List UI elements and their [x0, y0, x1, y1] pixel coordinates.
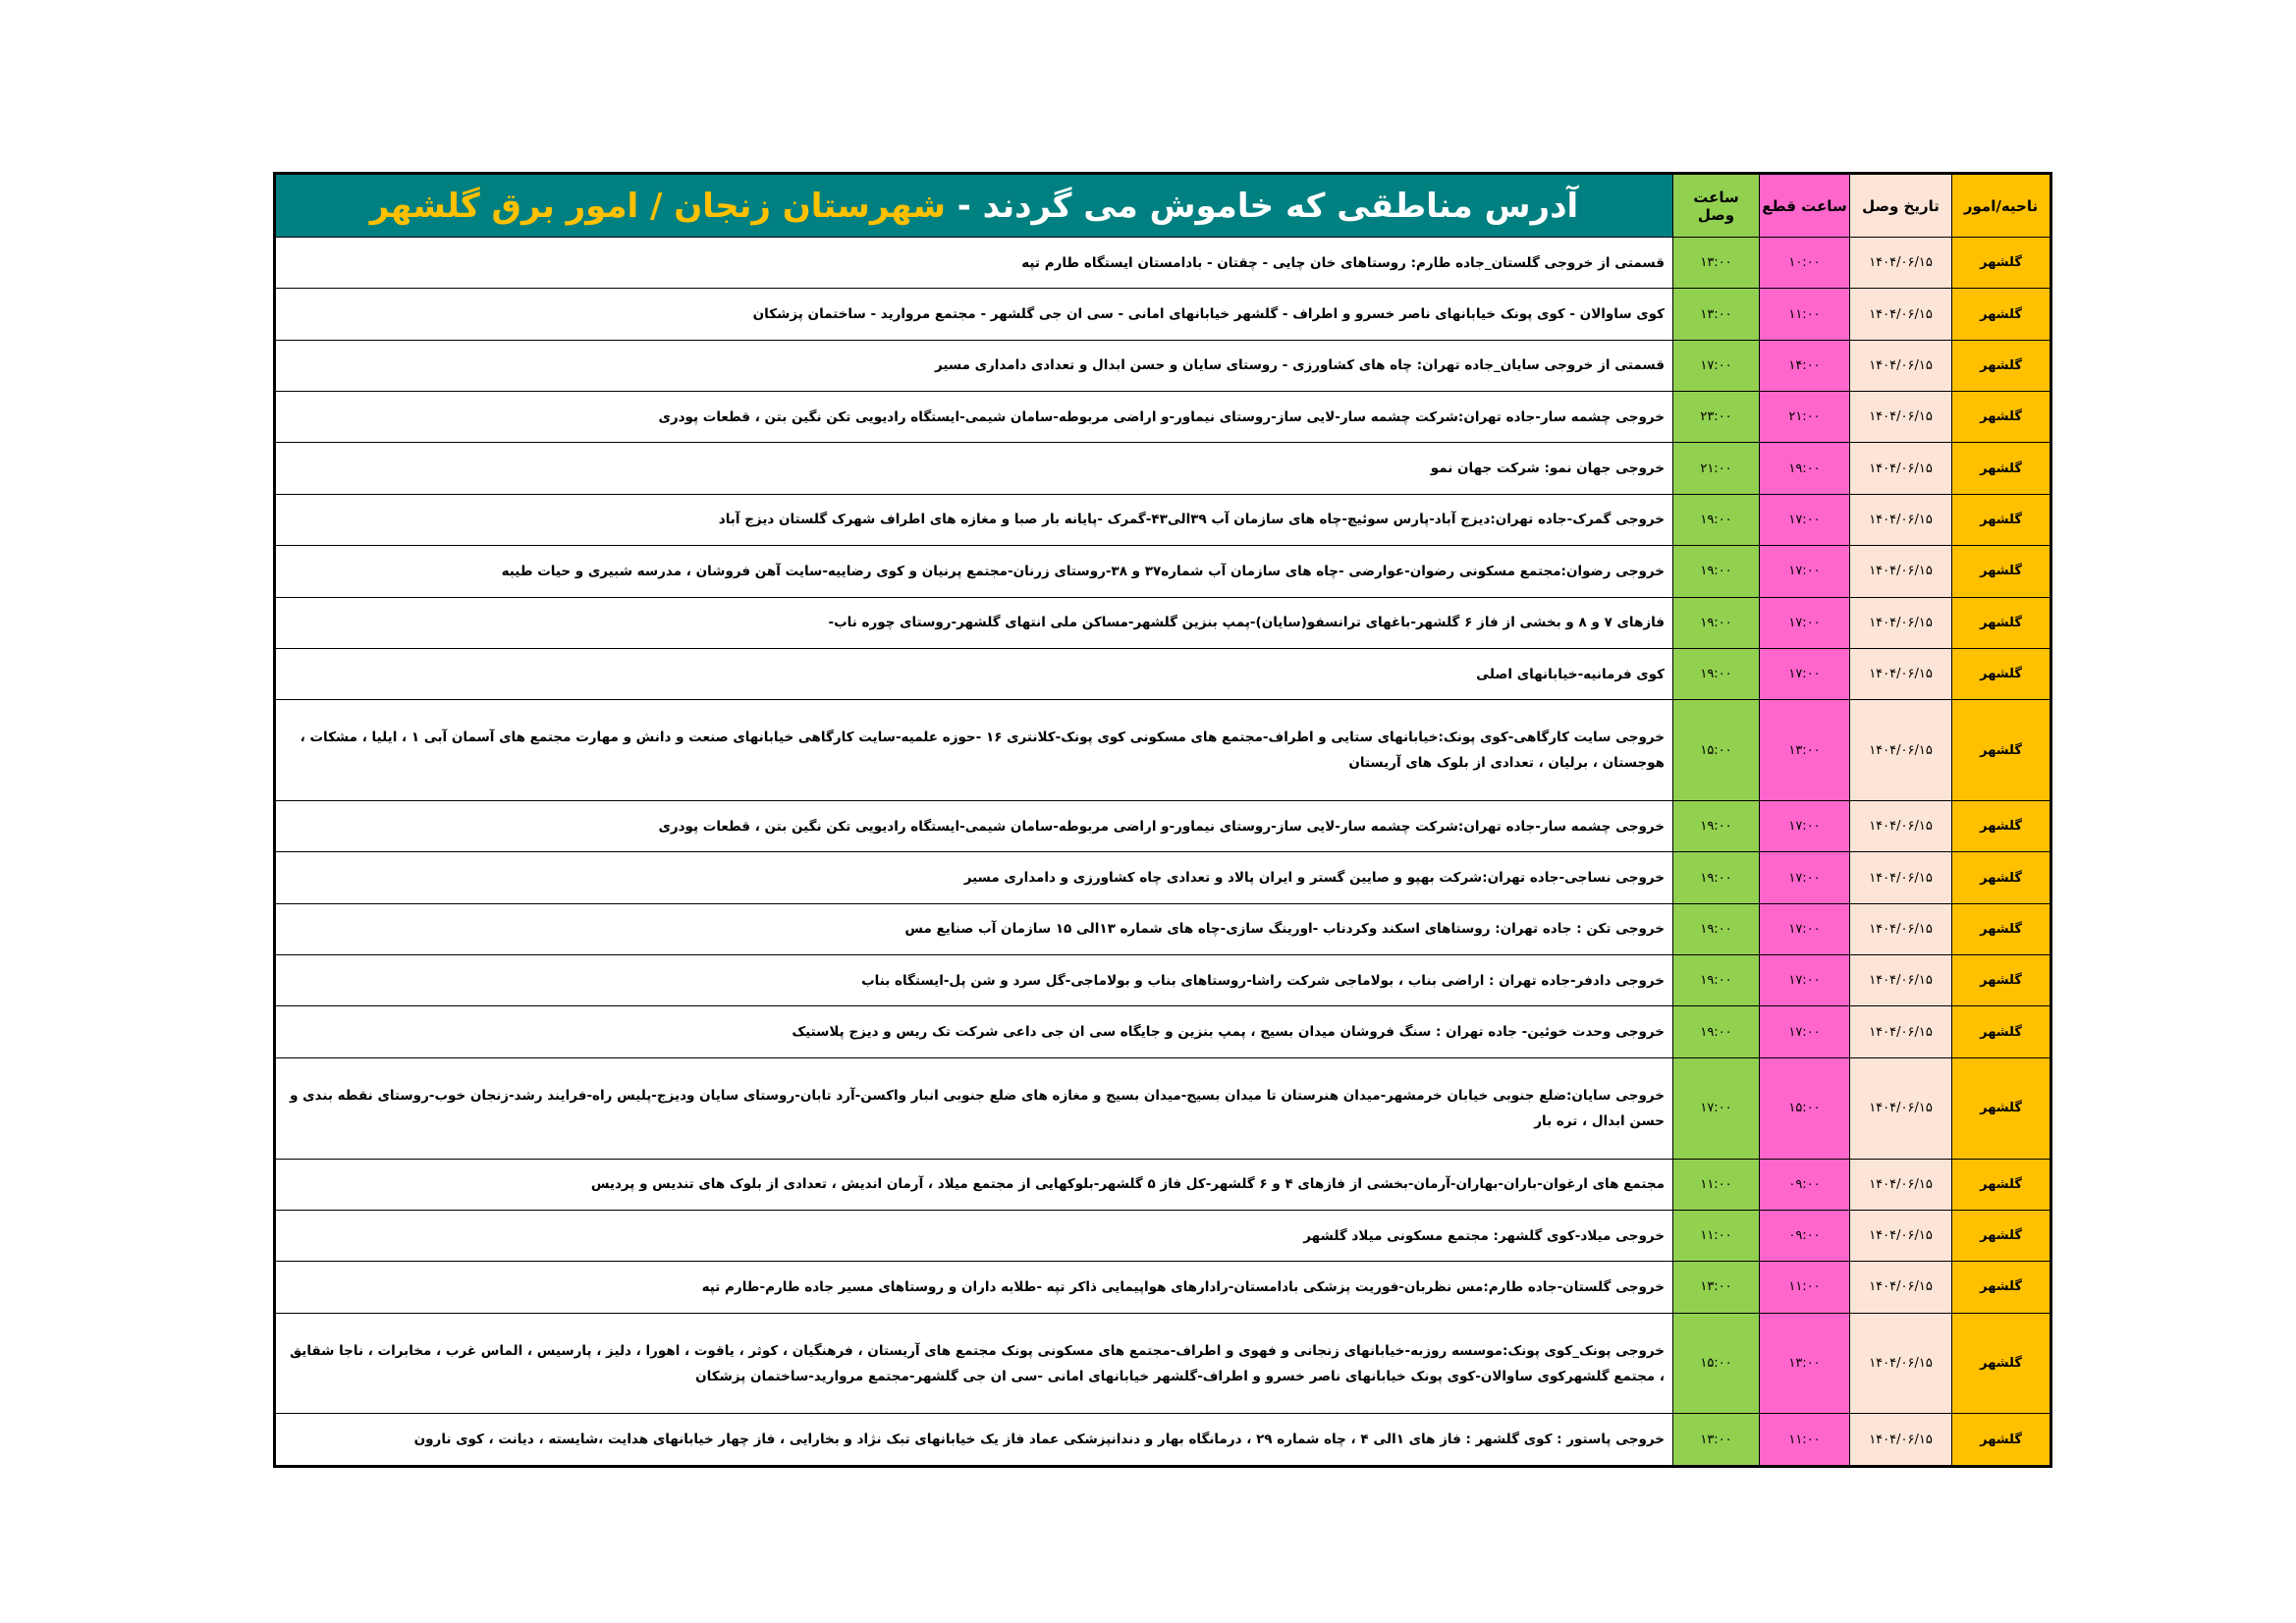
- cell-date: ۱۴۰۴/۰۶/۱۵: [1850, 700, 1952, 801]
- table-row: [276, 700, 2050, 801]
- cell-cut-time: ۱۷:۰۰: [1760, 955, 1850, 1006]
- cell-date: ۱۴۰۴/۰۶/۱۵: [1850, 238, 1952, 289]
- cell-connect-time: ۱۹:۰۰: [1673, 597, 1760, 648]
- table-row: [276, 1313, 2050, 1414]
- cell-area: گلشهر: [1952, 597, 2050, 648]
- cell-cut-time: ۱۷:۰۰: [1760, 494, 1850, 545]
- cell-cut-time: ۱۳:۰۰: [1760, 1313, 1850, 1414]
- table-row: [276, 801, 2050, 852]
- cell-connect-time: ۲۱:۰۰: [1673, 443, 1760, 494]
- table-row: [276, 597, 2050, 648]
- cell-area: گلشهر: [1952, 801, 2050, 852]
- cell-date: ۱۴۰۴/۰۶/۱۵: [1850, 289, 1952, 340]
- cell-cut-time: ۱۷:۰۰: [1760, 801, 1850, 852]
- cell-cut-time: ۱۷:۰۰: [1760, 852, 1850, 903]
- cell-date: ۱۴۰۴/۰۶/۱۵: [1850, 903, 1952, 954]
- cell-date: ۱۴۰۴/۰۶/۱۵: [1850, 546, 1952, 597]
- cell-area: گلشهر: [1952, 852, 2050, 903]
- cell-connect-time: ۱۱:۰۰: [1673, 1159, 1760, 1210]
- cell-cut-time: ۱۵:۰۰: [1760, 1057, 1850, 1159]
- cell-address: قسمتی از خروجی سایان_جاده تهران: چاه های کشاورزی - روستای سایان و حسن ابدال و تعدادی دامداری مسیر: [276, 340, 1673, 391]
- table-row: [276, 903, 2050, 954]
- cell-cut-time: ۱۱:۰۰: [1760, 289, 1850, 340]
- cell-area: گلشهر: [1952, 1414, 2050, 1466]
- cell-area: گلشهر: [1952, 1262, 2050, 1313]
- cell-cut-time: ۱۷:۰۰: [1760, 1006, 1850, 1057]
- outage-table: [275, 174, 2050, 1466]
- cell-area: گلشهر: [1952, 494, 2050, 545]
- cell-connect-time: ۱۱:۰۰: [1673, 1210, 1760, 1261]
- cell-connect-time: ۱۷:۰۰: [1673, 1057, 1760, 1159]
- title-part1: آدرس مناطقی که خاموش می گردند -: [945, 186, 1579, 226]
- cell-cut-time: ۱۰:۰۰: [1760, 238, 1850, 289]
- cell-address: خروجی سایان:ضلع جنوبی خیابان خرمشهر-میدان هنرستان تا میدان بسیج-میدان بسیج و مغازه های ضلع جنوبی انبار واکسن-آرد تابان-روستای سایان ودیزج-پلیس راه-فرایند رشد-زنجان خوب-روستای نقطه بندی و حسن ابدال ، تره بار: [276, 1057, 1673, 1159]
- cell-area: گلشهر: [1952, 392, 2050, 443]
- table-row: [276, 1006, 2050, 1057]
- table-row: [276, 289, 2050, 340]
- cell-cut-time: ۱۷:۰۰: [1760, 903, 1850, 954]
- cell-area: گلشهر: [1952, 1313, 2050, 1414]
- cell-connect-time: ۱۳:۰۰: [1673, 1262, 1760, 1313]
- cell-date: ۱۴۰۴/۰۶/۱۵: [1850, 1057, 1952, 1159]
- cell-address: خروجی چشمه سار-جاده تهران:شرکت چشمه سار-لایی ساز-روستای نیماور-و اراضی مربوطه-سامان شیمی-ایستگاه رادیویی تکن نگین بتن ، قطعات پودری: [276, 392, 1673, 443]
- cell-cut-time: ۱۷:۰۰: [1760, 597, 1850, 648]
- cell-address: خروجی پاستور : کوی گلشهر : فاز های ۱الی ۴ ، چاه شماره ۲۹ ، درمانگاه بهار و دندانپزشکی عماد فاز یک خیابانهای تبک نژاد و بخارایی ، فاز چهار خیابانهای هدایت ،شایسته ، دیانت ، کوی نارون: [276, 1414, 1673, 1466]
- cell-connect-time: ۱۹:۰۰: [1673, 648, 1760, 699]
- cell-area: گلشهر: [1952, 546, 2050, 597]
- cell-date: ۱۴۰۴/۰۶/۱۵: [1850, 340, 1952, 391]
- title-part2: شهرستان زنجان / امور برق گلشهر: [369, 186, 946, 226]
- cell-address: خروجی پونک_کوی پونک:موسسه روزبه-خیابانهای زنجانی و فهوی و اطراف-مجتمع های مسکونی پونک مجتمع های آریستان ، فرهنگیان ، کوثر ، یاقوت ، اهورا ، دلیز ، پارسیس ، الماس غرب ، مخابرات ، ناجا شقایق ، مجتمع گلشهرکوی ساوالان-کوی پونک خیابانهای ناصر خسرو و اطراف-گلشهر خیابانهای امانی -سی ان جی گلشهر-مجتمع مروارید-ساختمان پزشکان: [276, 1313, 1673, 1414]
- cell-address: کوی ساوالان - کوی پونک خیابانهای ناصر خسرو و اطراف - گلشهر خیابانهای امانی - سی ان جی گلشهر - مجتمع مروارید - ساختمان پزشکان: [276, 289, 1673, 340]
- cell-area: گلشهر: [1952, 903, 2050, 954]
- table-row: [276, 1057, 2050, 1159]
- cell-address: فازهای ۷ و ۸ و بخشی از فاز ۶ گلشهر-باغهای ترانسفو(سایان)-پمپ بنزین گلشهر-مساکن ملی انتهای گلشهر-روستای چوره ناب-: [276, 597, 1673, 648]
- cell-area: گلشهر: [1952, 443, 2050, 494]
- table-title: [276, 175, 1673, 238]
- table-row: [276, 546, 2050, 597]
- cell-connect-time: ۱۹:۰۰: [1673, 1006, 1760, 1057]
- cell-cut-time: ۲۱:۰۰: [1760, 392, 1850, 443]
- header-row: [276, 175, 2050, 238]
- cell-date: ۱۴۰۴/۰۶/۱۵: [1850, 1262, 1952, 1313]
- cell-date: ۱۴۰۴/۰۶/۱۵: [1850, 852, 1952, 903]
- cell-address: خروجی نساجی-جاده تهران:شرکت بهپو و صایین گستر و ایران پالاد و تعدادی چاه کشاورزی و دامداری مسیر: [276, 852, 1673, 903]
- cell-date: ۱۴۰۴/۰۶/۱۵: [1850, 1210, 1952, 1261]
- cell-connect-time: ۱۳:۰۰: [1673, 289, 1760, 340]
- cell-connect-time: ۱۵:۰۰: [1673, 1313, 1760, 1414]
- cell-address: کوی فرمانیه-خیابانهای اصلی: [276, 648, 1673, 699]
- cell-cut-time: ۰۹:۰۰: [1760, 1210, 1850, 1261]
- table-row: [276, 1159, 2050, 1210]
- table-row: [276, 1210, 2050, 1261]
- cell-address: خروجی وحدت خوئین- جاده تهران : سنگ فروشان میدان بسیج ، پمپ بنزین و جایگاه سی ان جی داعی شرکت تک ریس و دیزج پلاستیک: [276, 1006, 1673, 1057]
- col-header-date: تاریخ وصل: [1850, 175, 1952, 238]
- cell-address: خروجی میلاد-کوی گلشهر: مجتمع مسکونی میلاد گلشهر: [276, 1210, 1673, 1261]
- table-row: [276, 392, 2050, 443]
- cell-cut-time: ۱۷:۰۰: [1760, 648, 1850, 699]
- cell-cut-time: ۱۷:۰۰: [1760, 546, 1850, 597]
- cell-connect-time: ۱۳:۰۰: [1673, 1414, 1760, 1466]
- table-row: [276, 852, 2050, 903]
- cell-connect-time: ۱۹:۰۰: [1673, 852, 1760, 903]
- cell-cut-time: ۱۳:۰۰: [1760, 700, 1850, 801]
- outage-schedule-sheet: [273, 172, 2052, 1468]
- cell-cut-time: ۱۱:۰۰: [1760, 1414, 1850, 1466]
- cell-date: ۱۴۰۴/۰۶/۱۵: [1850, 494, 1952, 545]
- cell-connect-time: ۱۹:۰۰: [1673, 494, 1760, 545]
- cell-address: خروجی جهان نمو: شرکت جهان نمو: [276, 443, 1673, 494]
- table-row: [276, 238, 2050, 289]
- cell-area: گلشهر: [1952, 289, 2050, 340]
- cell-address: قسمتی از خروجی گلستان_جاده طارم: روستاهای خان چایی - چقتان - بادامستان ایستگاه طارم تپه: [276, 238, 1673, 289]
- table-body: [276, 238, 2050, 1466]
- table-row: [276, 648, 2050, 699]
- cell-connect-time: ۱۹:۰۰: [1673, 903, 1760, 954]
- table-row: [276, 955, 2050, 1006]
- table-row: [276, 1414, 2050, 1466]
- cell-address: خروجی گلستان-جاده طارم:مس نظربان-فوریت پزشکی بادامستان-رادارهای هواپیمایی ذاکر تپه -طلابه داران و روستاهای مسیر جاده طارم-طارم تپه: [276, 1262, 1673, 1313]
- cell-address: خروجی چشمه سار-جاده تهران:شرکت چشمه سار-لایی ساز-روستای نیماور-و اراضی مربوطه-سامان شیمی-ایستگاه رادیویی تکن نگین بتن ، قطعات پودری: [276, 801, 1673, 852]
- table-row: [276, 340, 2050, 391]
- cell-connect-time: ۱۷:۰۰: [1673, 340, 1760, 391]
- cell-date: ۱۴۰۴/۰۶/۱۵: [1850, 648, 1952, 699]
- cell-cut-time: ۱۴:۰۰: [1760, 340, 1850, 391]
- cell-area: گلشهر: [1952, 648, 2050, 699]
- col-header-connect-time: ساعت وصل: [1673, 175, 1760, 238]
- cell-area: گلشهر: [1952, 700, 2050, 801]
- cell-connect-time: ۱۵:۰۰: [1673, 700, 1760, 801]
- cell-area: گلشهر: [1952, 1210, 2050, 1261]
- cell-connect-time: ۱۹:۰۰: [1673, 955, 1760, 1006]
- cell-connect-time: ۱۹:۰۰: [1673, 546, 1760, 597]
- cell-area: گلشهر: [1952, 955, 2050, 1006]
- col-header-area: ناحیه/امور: [1952, 175, 2050, 238]
- cell-address: خروجی دادفر-جاده تهران : اراضی بناب ، بولاماجی شرکت راشا-روستاهای بناب و بولاماجی-گل سرد و شن پل-ایستگاه بناب: [276, 955, 1673, 1006]
- table-row: [276, 494, 2050, 545]
- cell-date: ۱۴۰۴/۰۶/۱۵: [1850, 1414, 1952, 1466]
- cell-date: ۱۴۰۴/۰۶/۱۵: [1850, 392, 1952, 443]
- cell-address: خروجی سایت کارگاهی-کوی پونک:خیابانهای ستایی و اطراف-مجتمع های مسکونی کوی پونک-کلانتری ۱۶ -حوزه علمیه-سایت کارگاهی خیابانهای صنعت و دانش و مهارت مجتمع های آسمان آبی ۱ ، ایلیا ، مشکات ، هوجستان ، برلیان ، تعدادی از بلوک های آریستان: [276, 700, 1673, 801]
- cell-area: گلشهر: [1952, 1057, 2050, 1159]
- table-row: [276, 443, 2050, 494]
- cell-cut-time: ۱۱:۰۰: [1760, 1262, 1850, 1313]
- cell-area: گلشهر: [1952, 1006, 2050, 1057]
- cell-date: ۱۴۰۴/۰۶/۱۵: [1850, 1159, 1952, 1210]
- cell-cut-time: ۱۹:۰۰: [1760, 443, 1850, 494]
- cell-address: خروجی تکن : جاده تهران: روستاهای اسکند وکردناب -اورینگ سازی-چاه های شماره ۱۳الی ۱۵ سازمان آب صنایع مس: [276, 903, 1673, 954]
- cell-address: خروجی گمرک-جاده تهران:دیزج آباد-پارس سوئیچ-چاه های سازمان آب ۳۹الی۴۳-گمرک -پایانه بار صبا و مغازه های اطراف شهرک گلستان دیزج آباد: [276, 494, 1673, 545]
- cell-connect-time: ۲۳:۰۰: [1673, 392, 1760, 443]
- cell-address: مجتمع های ارغوان-باران-بهاران-آرمان-بخشی از فازهای ۴ و ۶ گلشهر-کل فاز ۵ گلشهر-بلوکهایی از مجتمع میلاد ، آرمان اندیش ، تعدادی از بلوک های تندیس و پردیس: [276, 1159, 1673, 1210]
- cell-date: ۱۴۰۴/۰۶/۱۵: [1850, 1313, 1952, 1414]
- col-header-cut-time: ساعت قطع: [1760, 175, 1850, 238]
- cell-connect-time: ۱۳:۰۰: [1673, 238, 1760, 289]
- cell-date: ۱۴۰۴/۰۶/۱۵: [1850, 955, 1952, 1006]
- cell-date: ۱۴۰۴/۰۶/۱۵: [1850, 597, 1952, 648]
- cell-date: ۱۴۰۴/۰۶/۱۵: [1850, 801, 1952, 852]
- cell-date: ۱۴۰۴/۰۶/۱۵: [1850, 1006, 1952, 1057]
- cell-area: گلشهر: [1952, 1159, 2050, 1210]
- cell-area: گلشهر: [1952, 238, 2050, 289]
- cell-connect-time: ۱۹:۰۰: [1673, 801, 1760, 852]
- cell-address: خروجی رضوان:مجتمع مسکونی رضوان-عوارضی -چاه های سازمان آب شماره۳۷ و ۳۸-روستای زرنان-مجتمع پرنیان و کوی رضاییه-سایت آهن فروشان ، مدرسه شبیری و حیات طیبه: [276, 546, 1673, 597]
- cell-date: ۱۴۰۴/۰۶/۱۵: [1850, 443, 1952, 494]
- cell-area: گلشهر: [1952, 340, 2050, 391]
- cell-cut-time: ۰۹:۰۰: [1760, 1159, 1850, 1210]
- table-row: [276, 1262, 2050, 1313]
